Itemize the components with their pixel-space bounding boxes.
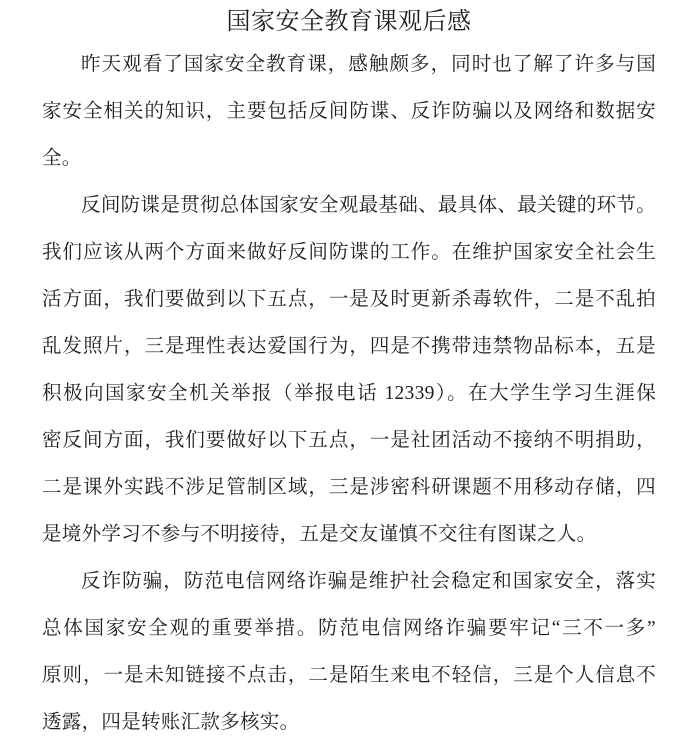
- text-line: 总体国家安全观的重要举措。防范电信网络诈骗要牢记“三不一多”: [42, 618, 656, 639]
- text-line: 积极向国家安全机关举报（举报电话 12339）。在大学生学习生涯保: [42, 383, 656, 404]
- document-body: [42, 41, 656, 746]
- text-line: 二是课外实践不涉足管制区域，三是涉密科研课题不用移动存储，四: [42, 477, 656, 498]
- text-line: 反间防谍是贯彻总体国家安全观最基础、最具体、最关键的环节。: [81, 195, 656, 216]
- text-line: 全。: [42, 148, 82, 169]
- text-line: 乱发照片，三是理性表达爱国行为，四是不携带违禁物品标本，五是: [42, 336, 656, 357]
- text-line: 原则，一是未知链接不点击，二是陌生来电不轻信，三是个人信息不: [42, 665, 656, 686]
- text-line: 透露，四是转账汇款多核实。: [42, 712, 300, 733]
- text-line: 密反间方面，我们要做好以下五点，一是社团活动不接纳不明捐助，: [42, 430, 656, 451]
- document-title: 国家安全教育课观后感: [226, 9, 472, 35]
- text-line: 反诈防骗，防范电信网络诈骗是维护社会稳定和国家安全，落实: [81, 571, 656, 592]
- text-line: 活方面，我们要做到以下五点，一是及时更新杀毒软件，二是不乱拍: [42, 289, 656, 310]
- text-line: 我们应该从两个方面来做好反间防谍的工作。在维护国家安全社会生: [42, 242, 656, 263]
- text-line: 昨天观看了国家安全教育课，感触颇多，同时也了解了许多与国: [81, 54, 656, 75]
- text-line: 家安全相关的知识，主要包括反间防谍、反诈防骗以及网络和数据安: [42, 101, 656, 122]
- text-line: 是境外学习不参与不明接待，五是交友谨慎不交往有图谋之人。: [42, 524, 597, 545]
